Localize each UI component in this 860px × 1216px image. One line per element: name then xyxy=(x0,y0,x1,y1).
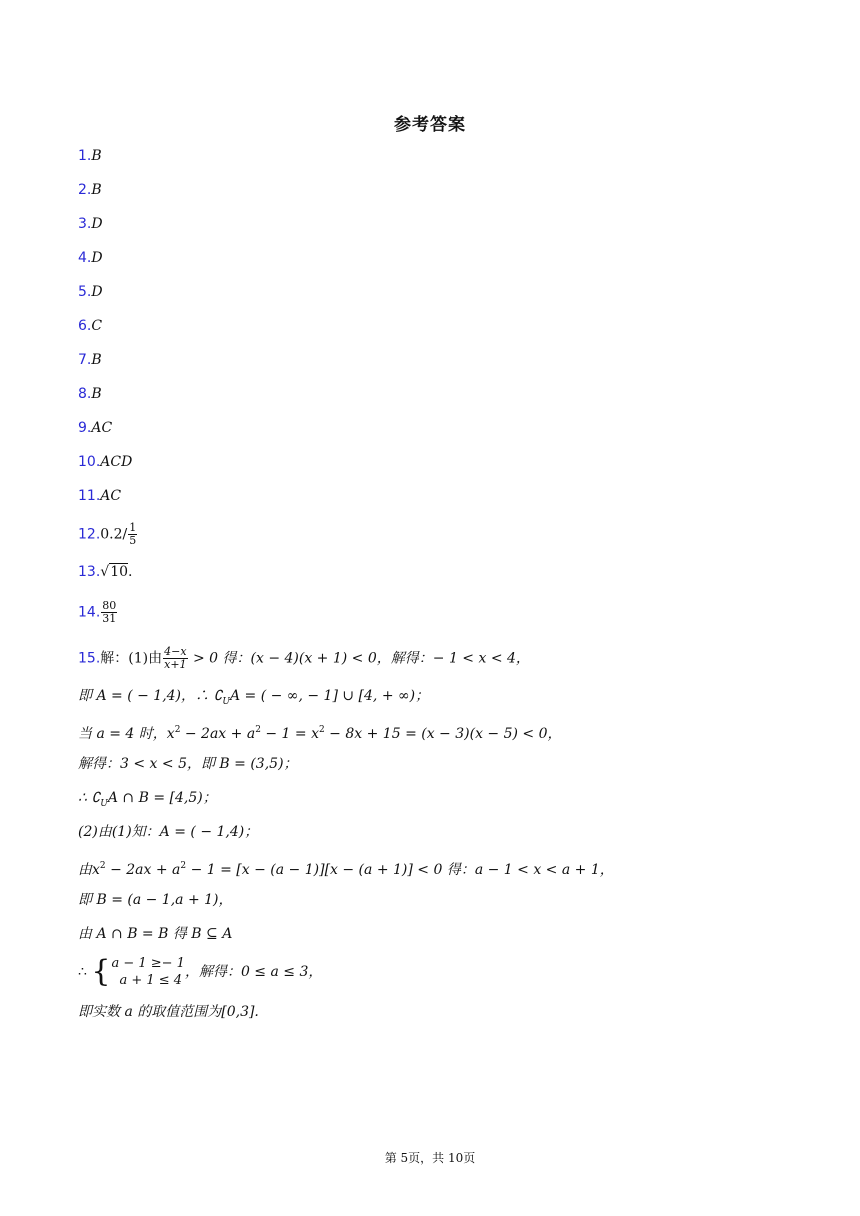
fraction: $\frac{4-x}{x+1}$ xyxy=(164,645,187,671)
question-number: 9. xyxy=(78,420,92,436)
answer-text: B xyxy=(91,352,102,368)
solution-line-11: 即实数 a 的取值范围为[0,3]. xyxy=(78,1004,259,1020)
answer-text: ACD xyxy=(100,454,133,470)
solution-line-1: 15.解：(1)由 $\frac{4-x}{x+1}$ > 0 得：(x − 4)(x + 1) < 0，解得：− 1 < x < 4， xyxy=(78,645,530,671)
system-brace: { xyxy=(91,954,111,989)
question-number: 13. xyxy=(78,564,101,580)
answer-line xyxy=(78,418,112,438)
answer-text: D xyxy=(91,284,103,300)
question-number: 4. xyxy=(78,250,92,266)
solution-line-3: 当 a = 4 时，$x^2 - 2ax + a^2 - 1 = x^2 - 8x + 15 = (x - 3)(x - 5) < 0$， xyxy=(78,725,562,742)
fraction: $\frac{80}{31}$ xyxy=(102,599,117,625)
question-number: 11. xyxy=(78,488,101,504)
answer-line xyxy=(78,384,102,404)
answer-line-14 xyxy=(78,600,118,625)
question-number: 15. xyxy=(78,650,101,667)
page-footer: 第 5页，共 10页 xyxy=(384,1151,476,1165)
answer-line xyxy=(78,248,103,268)
answer-line xyxy=(78,282,103,302)
question-number: 10. xyxy=(78,454,101,470)
solution-line-10: ∴ { a − 1 ≥− 1 a + 1 ≤ 4 ，解得：0 ≤ a ≤ 3， xyxy=(78,954,323,989)
answer-line xyxy=(78,486,121,506)
answer-text: AC xyxy=(91,420,113,436)
sqrt-sign: √ xyxy=(100,564,110,580)
fraction: $\frac{1}{5}$ xyxy=(129,521,137,547)
answer-line xyxy=(78,146,102,166)
question-number: 7. xyxy=(78,352,92,368)
answer-text: AC xyxy=(100,488,122,504)
answer-line-12 xyxy=(78,522,138,547)
answer-text: C xyxy=(91,318,103,334)
solution-line-6: (2)由(1)知：A = ( − 1,4)； xyxy=(78,824,259,840)
solution-line-4: 解得：3 < x < 5，即 B = (3,5)； xyxy=(78,756,298,772)
page-title: 参考答案 xyxy=(394,115,466,135)
inequality-system: a − 1 ≥− 1 a + 1 ≤ 4 xyxy=(111,956,185,988)
question-number: 2. xyxy=(78,182,92,198)
answer-line-13: 13.√10. xyxy=(78,564,133,580)
solution-line-8: 即 B = (a − 1,a + 1)， xyxy=(78,892,233,908)
answer-line xyxy=(78,350,102,370)
question-number: 5. xyxy=(78,284,92,300)
answer-line xyxy=(78,180,102,200)
solution-line-5: ∴ $∁_UA$ ∩ B = [4,5)； xyxy=(78,790,217,809)
solution-line-7: 由$x^2 - 2ax + a^2 - 1 = [x - (a - 1)][x - (a + 1)] < 0$ 得：a − 1 < x < a + 1， xyxy=(78,861,614,878)
question-number: 3. xyxy=(78,216,92,232)
radicand: 10 xyxy=(110,564,129,580)
answer-line xyxy=(78,214,103,234)
answer-text: D xyxy=(91,250,103,266)
question-number: 1. xyxy=(78,148,92,164)
answer-text: D xyxy=(91,216,103,232)
solution-line-9: 由 A ∩ B = B 得 B ⊆ A xyxy=(78,926,233,942)
question-number: 12. xyxy=(78,526,101,543)
answer-line xyxy=(78,316,102,336)
solution-line-2: 即 A = ( − 1,4)，∴ $∁_UA$ = ( − ∞, − 1] ∪ [4, + ∞)； xyxy=(78,688,430,707)
question-number: 6. xyxy=(78,318,92,334)
answer-text: 0.2/ xyxy=(100,526,128,543)
answer-line xyxy=(78,452,132,472)
answer-text: B xyxy=(91,182,102,198)
question-number: 14. xyxy=(78,604,101,621)
answer-text: B xyxy=(91,386,102,402)
answer-text: B xyxy=(91,148,102,164)
question-number: 8. xyxy=(78,386,92,402)
